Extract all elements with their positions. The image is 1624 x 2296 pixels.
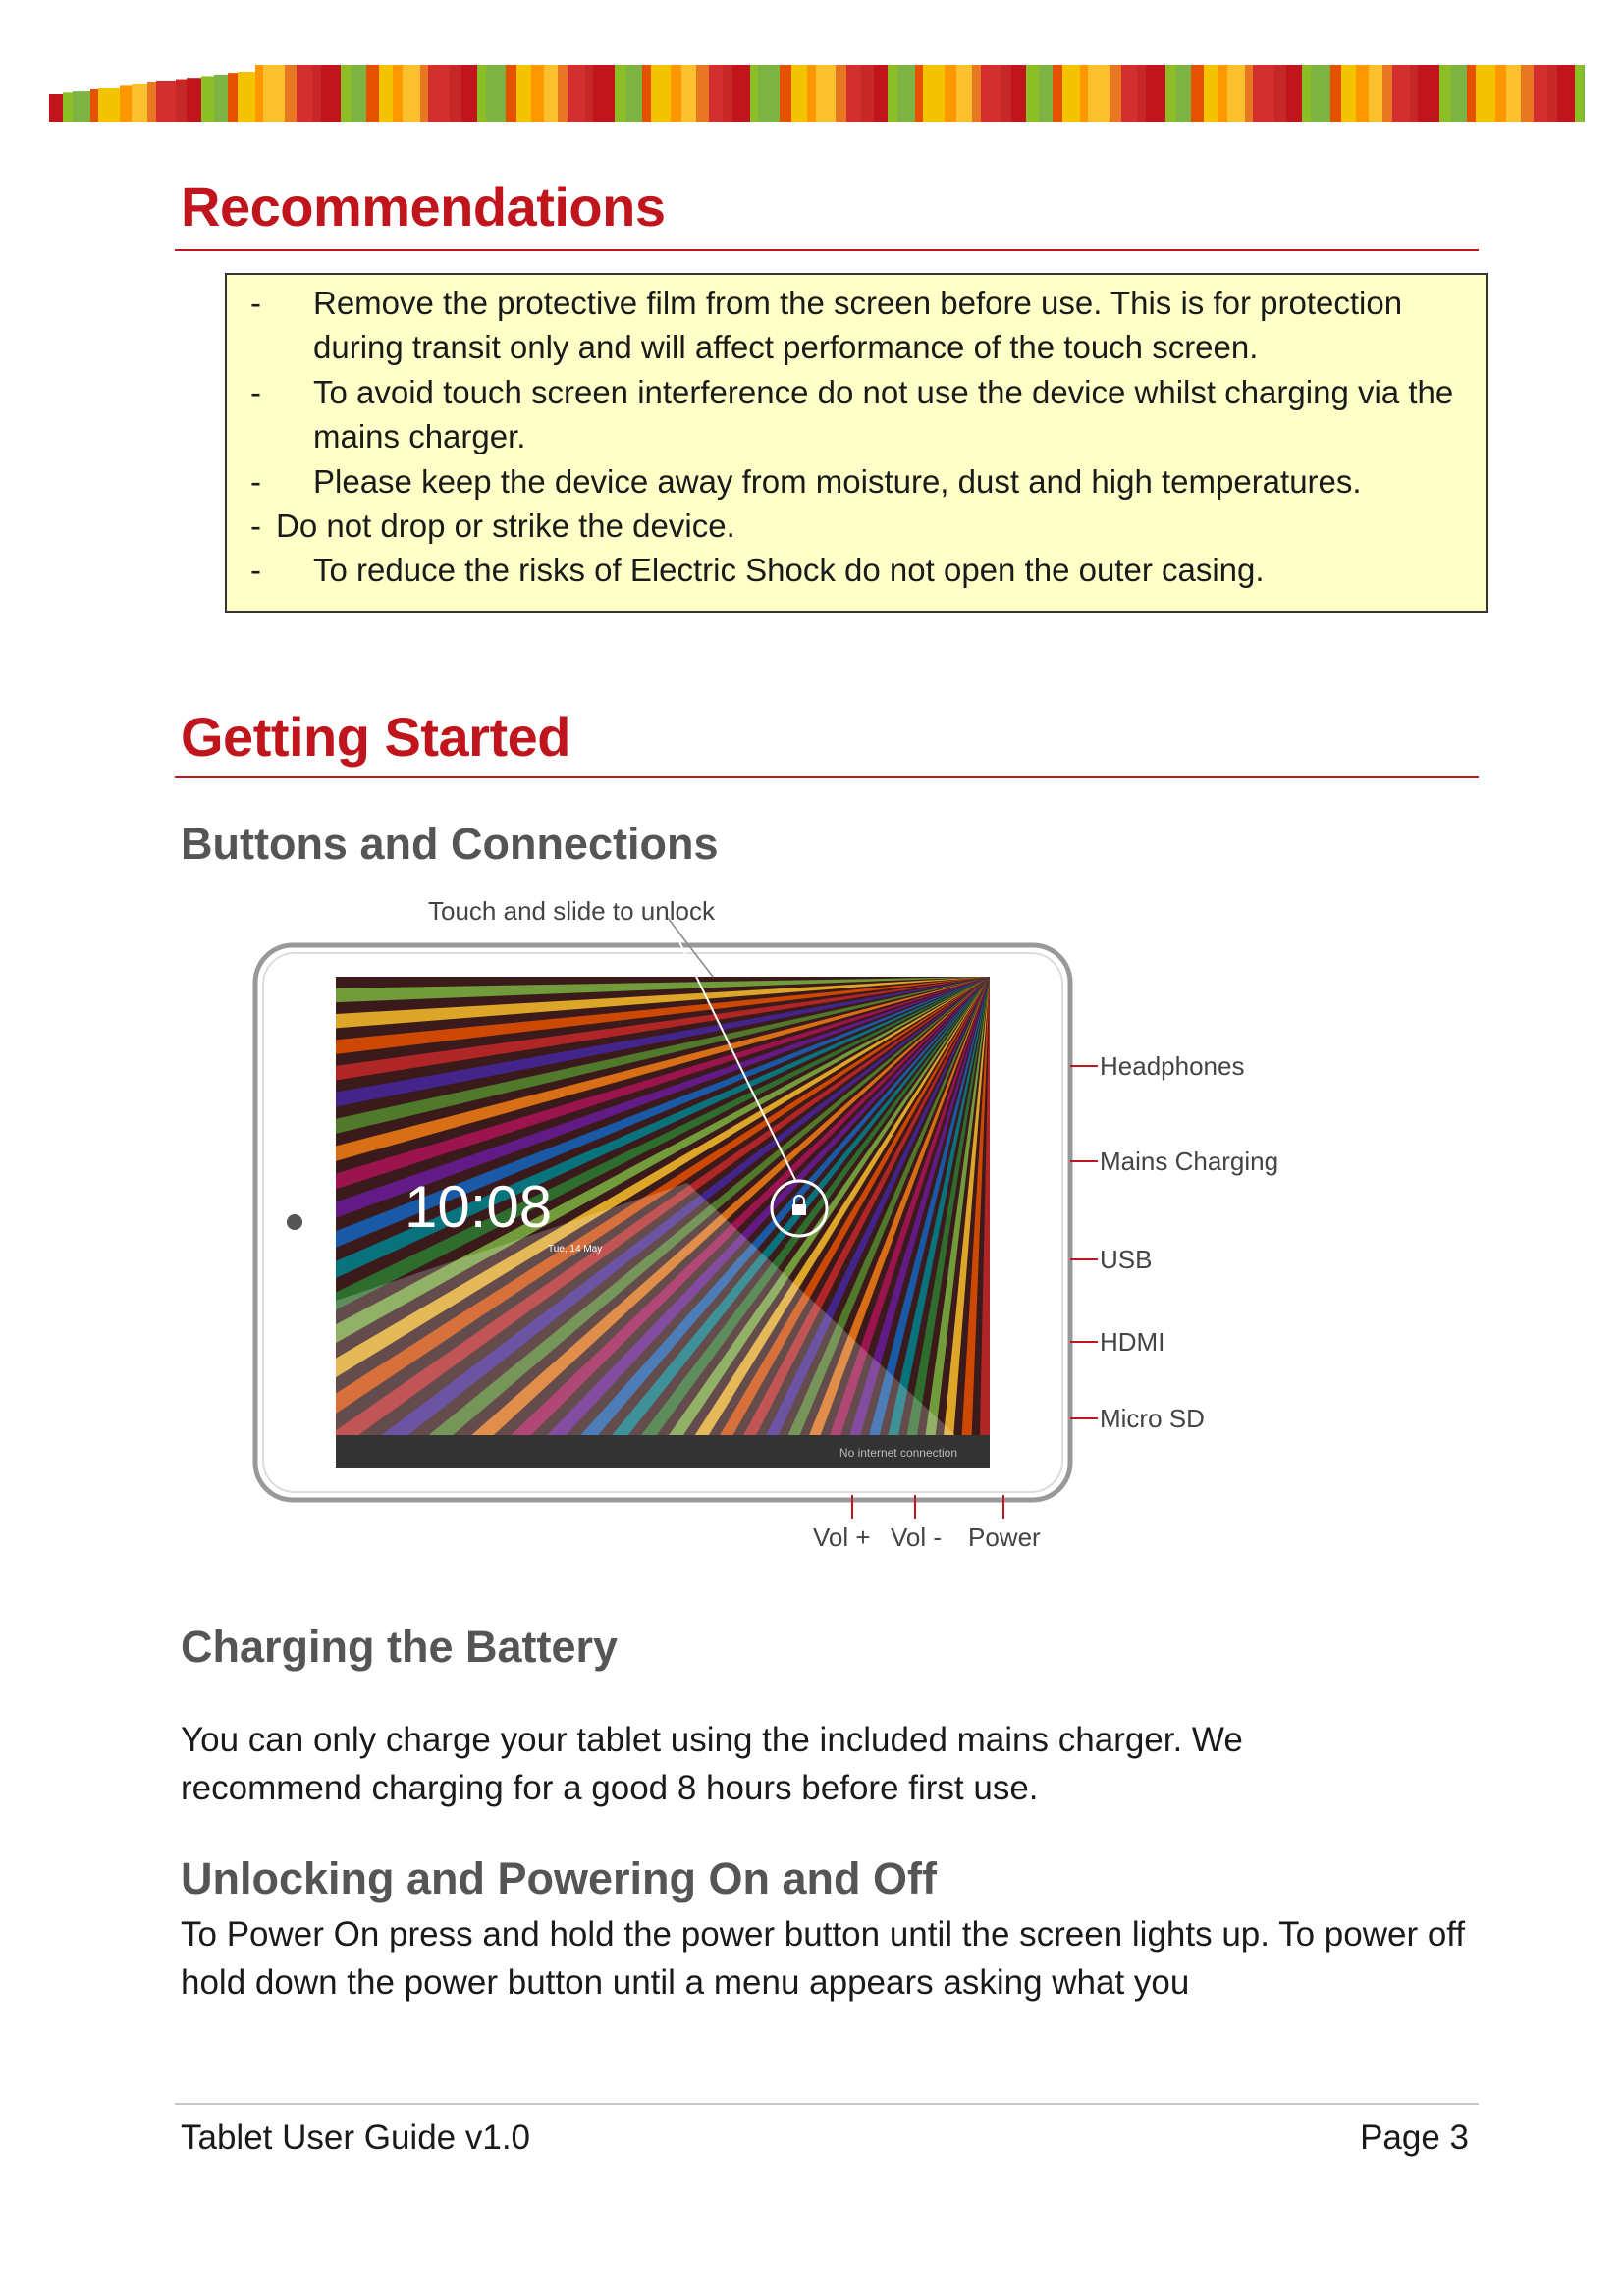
hdmi-label: HDMI (1100, 1327, 1165, 1357)
charging-heading: Charging the Battery (181, 1622, 619, 1672)
unlocking-text: To Power On press and hold the power button until the screen lights up. To power off hold down the power button until a menu appears asking what you (181, 1915, 1466, 2002)
bottom-button-labels (813, 1495, 1041, 1552)
status-text: No internet connection (839, 1446, 957, 1460)
power-label: Power (968, 1522, 1041, 1552)
buttons-connections-heading: Buttons and Connections (181, 819, 719, 869)
tablet-diagram (196, 888, 1326, 1575)
unlocking-heading: Unlocking and Powering On and Off (181, 1853, 938, 1903)
recommendations-box: - Remove the protective film from the screen before use. This is for protection during transit only and will affect performance of the touch screen. - To avoid touch screen interference do not use the device whilst charging via the mains charger. - Please keep the device away from moisture, dust and high temperatures. - Do not drop or strike the device. - To reduce the risks of Electric Shock do not open the outer casing. (225, 273, 1488, 613)
recommendations-rule (175, 249, 1479, 251)
side-connector-labels (1070, 1051, 1278, 1433)
getting-started-heading: Getting Started (181, 706, 570, 768)
usb-label: USB (1100, 1245, 1153, 1274)
footer-title: Tablet User Guide v1.0 (181, 2118, 531, 2157)
footer-page-number: Page 3 (1360, 2118, 1469, 2157)
vol-minus-label: Vol - (891, 1522, 943, 1552)
headphones-label: Headphones (1100, 1051, 1245, 1081)
recommendations-heading: Recommendations (181, 176, 666, 238)
lock-icon (792, 1204, 806, 1215)
mains-charging-label: Mains Charging (1100, 1147, 1279, 1176)
charging-text: You can only charge your tablet using the included mains charger. We recommend charging for a good 8 hours before first use. (181, 1721, 1243, 1807)
header-color-stripe (49, 65, 1585, 122)
lockscreen-clock: 10:08 (405, 1174, 553, 1240)
vol-plus-label: Vol + (813, 1522, 871, 1552)
getting-started-rule (175, 776, 1479, 778)
micro-sd-label: Micro SD (1100, 1404, 1205, 1433)
unlock-label: Touch and slide to unlock (428, 896, 715, 926)
lockscreen-date: Tue, 14 May (548, 1244, 603, 1255)
camera-icon (287, 1214, 302, 1230)
footer-rule (175, 2103, 1479, 2105)
